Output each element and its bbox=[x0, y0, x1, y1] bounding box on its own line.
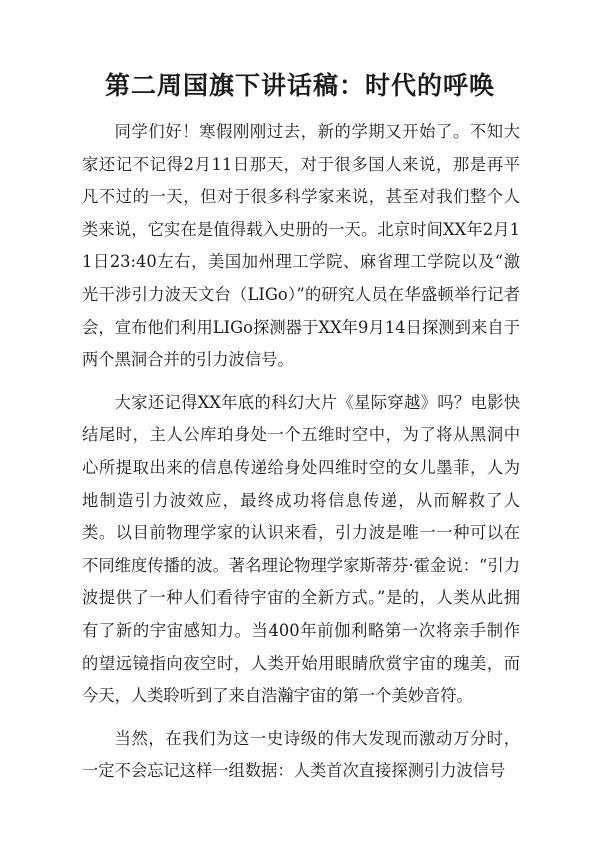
paragraph-3: 当然，在我们为这一史诗级的伟大发现而激动万分时，一定不会忘记这样一组数据：人类首次直接探测引力波信号 bbox=[82, 728, 520, 781]
page-title: 第二周国旗下讲话稿：时代的呼唤 bbox=[104, 71, 495, 100]
paragraph-1: 同学们好！寒假刚刚过去，新的学期又开始了。不知大家还记不记得2月11日那天，对于很多国人来说，那是再平凡不过的一天，但对于很多科学家来说，甚至对我们整个人类来说，它实在是值得载入史册的一天。北京时间XX年2月11日23:40左右，美国加州理工学院、麻省理工学院以及“激光干涉引力波天文台（LIGo）”的研究人员在华盛顿举行记者会，宣布他们利用LIGo探测器于XX年9月14日探测到来自于两个黑洞合并的引力波信号。 bbox=[82, 122, 520, 370]
document-body bbox=[82, 116, 520, 798]
paragraph-2: 大家还记得XX年底的科幻大片《星际穿越》吗？电影快结尾时，主人公库珀身处一个五维时空中，为了将从黑洞中心所提取出来的信息传递给身处四维时空的女儿墨菲，人为地制造引力波效应，最终成功将信息传递，从而解救了人类。以目前物理学家的认识来看，引力波是唯一一种可以在不同维度传播的波。著名理论物理学家斯蒂芬·霍金说：“引力波提供了一种人们看待宇宙的全新方式。”是的，人类从此拥有了新的宇宙感知力。当400年前伽利略第一次将亲手制作的望远镜指向夜空时，人类开始用眼睛欣赏宇宙的瑰美，而今天，人类聆听到了来自浩瀚宇宙的第一个美妙音符。 bbox=[82, 392, 520, 706]
